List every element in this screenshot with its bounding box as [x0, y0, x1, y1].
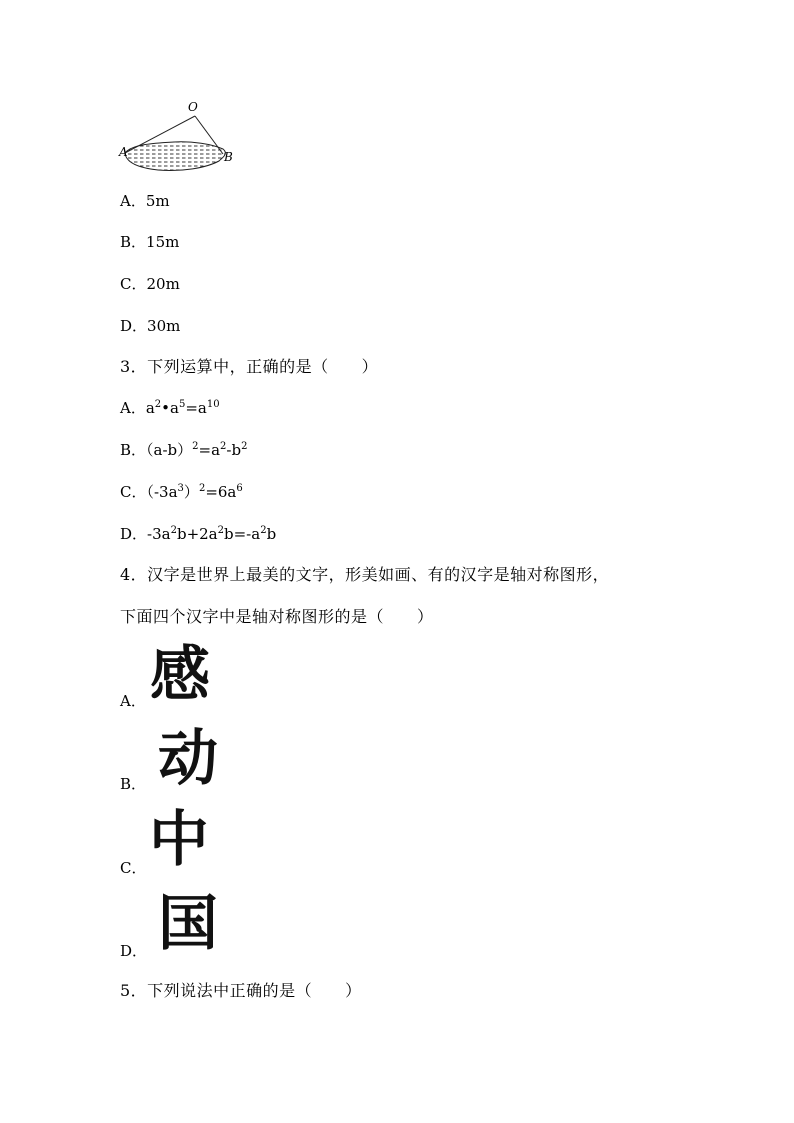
label-o: O [188, 100, 198, 114]
pond-diagram [116, 96, 240, 178]
q4-stem-line1: 4．汉字是世界上最美的文字，形美如画、有的汉字是轴对称图形， [120, 565, 610, 584]
q5-stem: 5．下列说法中正确的是（ ） [120, 981, 362, 1000]
label-b: B [224, 150, 233, 164]
q2-option-c: C．20m [120, 275, 180, 293]
q4-option-a-label: A． [120, 692, 146, 710]
q4-option-c-label: C． [120, 859, 147, 877]
q4-option-d-label: D． [120, 942, 148, 960]
q4-option-b-label: B． [120, 775, 147, 793]
q4-option-d-character: 国 [158, 889, 218, 959]
pond-figure [116, 96, 240, 178]
q3-option-d: D．$-3a^2b+2a^2b=-a^2b$ [120, 525, 277, 543]
q3-option-a: A．$a^2•a^5=a^{10}$ [120, 399, 220, 417]
q4-option-c-character: 中 [149, 805, 209, 875]
label-a: A [119, 145, 128, 159]
q4-option-b-character: 动 [158, 724, 218, 794]
q2-option-a: A．5m [120, 192, 170, 210]
q3-option-c: C．$(-3a^3)^2=6a^6$ [120, 483, 243, 501]
pond-shape [125, 142, 225, 171]
q3-option-b: B．$(a-b)^2=a^2-b^2$ [120, 441, 248, 459]
q4-stem-line2: 下面四个汉字中是轴对称图形的是（ ） [120, 607, 434, 626]
q2-option-d: D．30m [120, 317, 181, 335]
q4-option-a-character: 感 [150, 640, 210, 710]
q3-stem: 3．下列运算中，正确的是（ ） [120, 357, 379, 376]
q2-option-b: B．15m [120, 233, 180, 251]
